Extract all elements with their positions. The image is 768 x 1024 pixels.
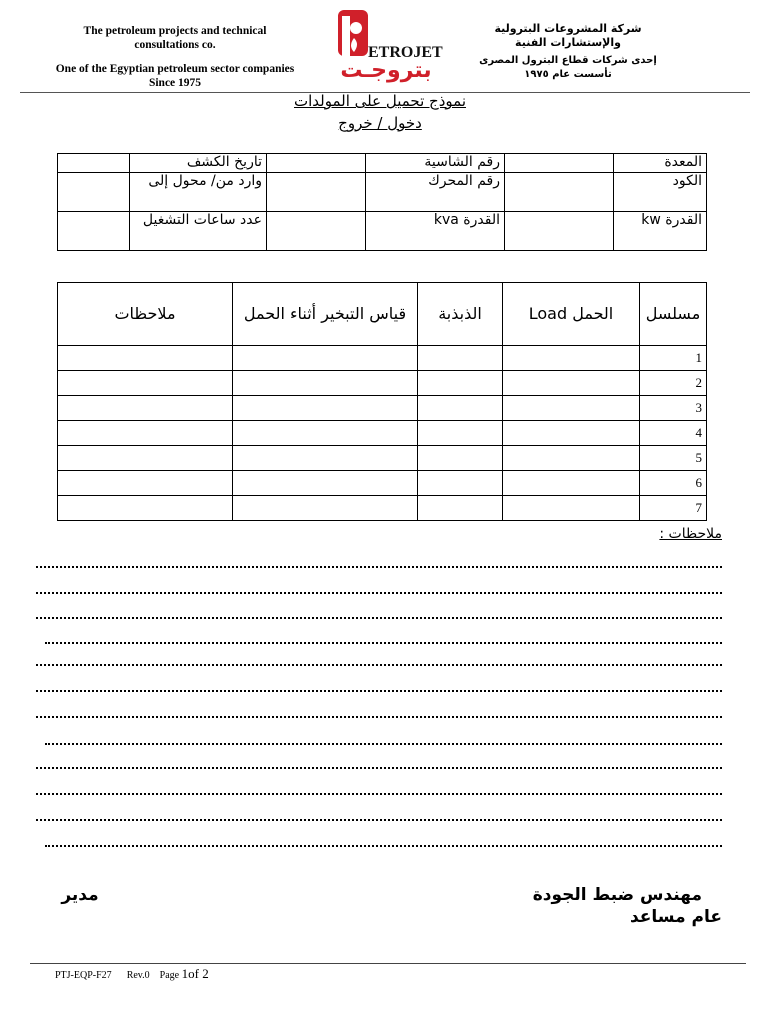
frequency-cell[interactable] — [418, 421, 503, 446]
english-header-line1: The petroleum projects and technical — [83, 25, 267, 37]
notes-line[interactable] — [36, 793, 722, 795]
notes-cell[interactable] — [58, 346, 233, 371]
arabic-company-header — [468, 22, 668, 82]
quality-engineer-label: مهندس ضبط الجودة — [532, 885, 702, 905]
frequency-cell[interactable] — [418, 396, 503, 421]
info-cell-label: القدرة kva — [366, 212, 505, 251]
header-notes: ملاحظات — [58, 283, 233, 346]
form-title-line1: نموذج تحميل على المولدات — [294, 92, 466, 110]
frequency-cell[interactable] — [418, 471, 503, 496]
load-cell[interactable] — [503, 396, 640, 421]
info-row — [58, 154, 707, 173]
info-cell-value — [505, 212, 614, 251]
info-cell-value — [505, 173, 614, 212]
notes-line[interactable] — [45, 743, 722, 745]
table-row — [58, 496, 707, 521]
evaporation-cell[interactable] — [233, 421, 418, 446]
footer-divider — [30, 963, 746, 964]
logo-arabic-text: بتروجـت — [340, 58, 432, 83]
notes-line[interactable] — [45, 845, 722, 847]
info-cell-value — [505, 154, 614, 173]
notes-cell[interactable] — [58, 421, 233, 446]
info-cell-value — [267, 212, 366, 251]
form-title — [200, 90, 560, 134]
notes-line[interactable] — [36, 819, 722, 821]
table-row — [58, 371, 707, 396]
info-cell-value — [58, 173, 130, 212]
info-row — [58, 173, 707, 212]
notes-line[interactable] — [36, 716, 722, 718]
notes-line[interactable] — [36, 767, 722, 769]
evaporation-cell[interactable] — [233, 471, 418, 496]
info-cell-label: المعدة — [614, 154, 707, 173]
notes-cell[interactable] — [58, 471, 233, 496]
notes-line[interactable] — [45, 642, 722, 644]
general-assistant-label: عام مساعد — [629, 907, 722, 927]
header-frequency: الذبذبة — [418, 283, 503, 346]
info-cell-label: وارد من/ محول إلى — [130, 173, 267, 212]
notes-line[interactable] — [36, 566, 722, 568]
row-number: 7 — [640, 496, 707, 521]
evaporation-cell[interactable] — [233, 371, 418, 396]
info-cell-label: الكود — [614, 173, 707, 212]
revision: Rev.0 — [126, 970, 150, 981]
table-row — [58, 396, 707, 421]
row-number: 1 — [640, 346, 707, 371]
evaporation-cell[interactable] — [233, 346, 418, 371]
info-cell-value — [267, 173, 366, 212]
english-header-line3: One of the Egyptian petroleum sector companies — [55, 63, 295, 75]
info-cell-label: عدد ساعات التشغيل — [130, 212, 267, 251]
load-table-header-row — [58, 283, 707, 346]
row-number: 4 — [640, 421, 707, 446]
load-cell[interactable] — [503, 446, 640, 471]
info-cell-label: رقم المحرك — [366, 173, 505, 212]
row-number: 2 — [640, 371, 707, 396]
table-row — [58, 346, 707, 371]
arabic-header-line4: تأسست عام ١٩٧٥ — [524, 69, 612, 80]
arabic-header-line2: والإستشارات الفنية — [515, 36, 621, 49]
row-number: 6 — [640, 471, 707, 496]
evaporation-cell[interactable] — [233, 496, 418, 521]
info-cell-label: تاريخ الكشف — [130, 154, 267, 173]
load-cell[interactable] — [503, 371, 640, 396]
notes-cell[interactable] — [58, 371, 233, 396]
equipment-info-table — [57, 153, 707, 251]
row-number: 5 — [640, 446, 707, 471]
table-row — [58, 446, 707, 471]
info-cell-value — [267, 154, 366, 173]
load-test-table — [57, 282, 707, 521]
frequency-cell[interactable] — [418, 371, 503, 396]
row-number: 3 — [640, 396, 707, 421]
english-company-header — [30, 24, 320, 90]
english-header-line2: consultations co. — [134, 39, 216, 51]
page-label: Page — [159, 970, 180, 981]
evaporation-cell[interactable] — [233, 446, 418, 471]
frequency-cell[interactable] — [418, 346, 503, 371]
footer — [55, 966, 209, 982]
notes-line[interactable] — [36, 617, 722, 619]
page-number: 1of 2 — [181, 966, 209, 981]
arabic-header-line1: شركة المشروعات البترولية — [494, 22, 642, 35]
frequency-cell[interactable] — [418, 496, 503, 521]
arabic-header-line3: إحدى شركات قطاع البترول المصرى — [479, 55, 657, 66]
load-cell[interactable] — [503, 346, 640, 371]
form-title-line2: دخول / خروج — [338, 114, 422, 132]
notes-line[interactable] — [36, 592, 722, 594]
notes-line[interactable] — [36, 664, 722, 666]
notes-line[interactable] — [36, 690, 722, 692]
form-code: PTJ-EQP-F27 — [55, 970, 112, 981]
english-header-line4: Since 1975 — [148, 77, 202, 89]
info-cell-label: رقم الشاسية — [366, 154, 505, 173]
notes-cell[interactable] — [58, 446, 233, 471]
evaporation-cell[interactable] — [233, 396, 418, 421]
petrojet-logo — [330, 8, 443, 88]
info-row — [58, 212, 707, 251]
load-cell[interactable] — [503, 496, 640, 521]
load-cell[interactable] — [503, 471, 640, 496]
logo-latin-text: ETROJET — [368, 44, 443, 61]
header-evaporation: قياس التبخير أثناء الحمل — [233, 283, 418, 346]
notes-cell[interactable] — [58, 496, 233, 521]
notes-label: ملاحظات : — [659, 526, 722, 542]
table-row — [58, 471, 707, 496]
quality-engineer-signature — [470, 884, 722, 928]
info-cell-value — [58, 154, 130, 173]
frequency-cell[interactable] — [418, 446, 503, 471]
info-cell-label: القدرة kw — [614, 212, 707, 251]
header-load: الحمل Load — [503, 283, 640, 346]
notes-cell[interactable] — [58, 396, 233, 421]
manager-signature-label: مدير — [61, 885, 99, 905]
load-cell[interactable] — [503, 421, 640, 446]
table-row — [58, 421, 707, 446]
header-serial: مسلسل — [640, 283, 707, 346]
info-cell-value — [58, 212, 130, 251]
